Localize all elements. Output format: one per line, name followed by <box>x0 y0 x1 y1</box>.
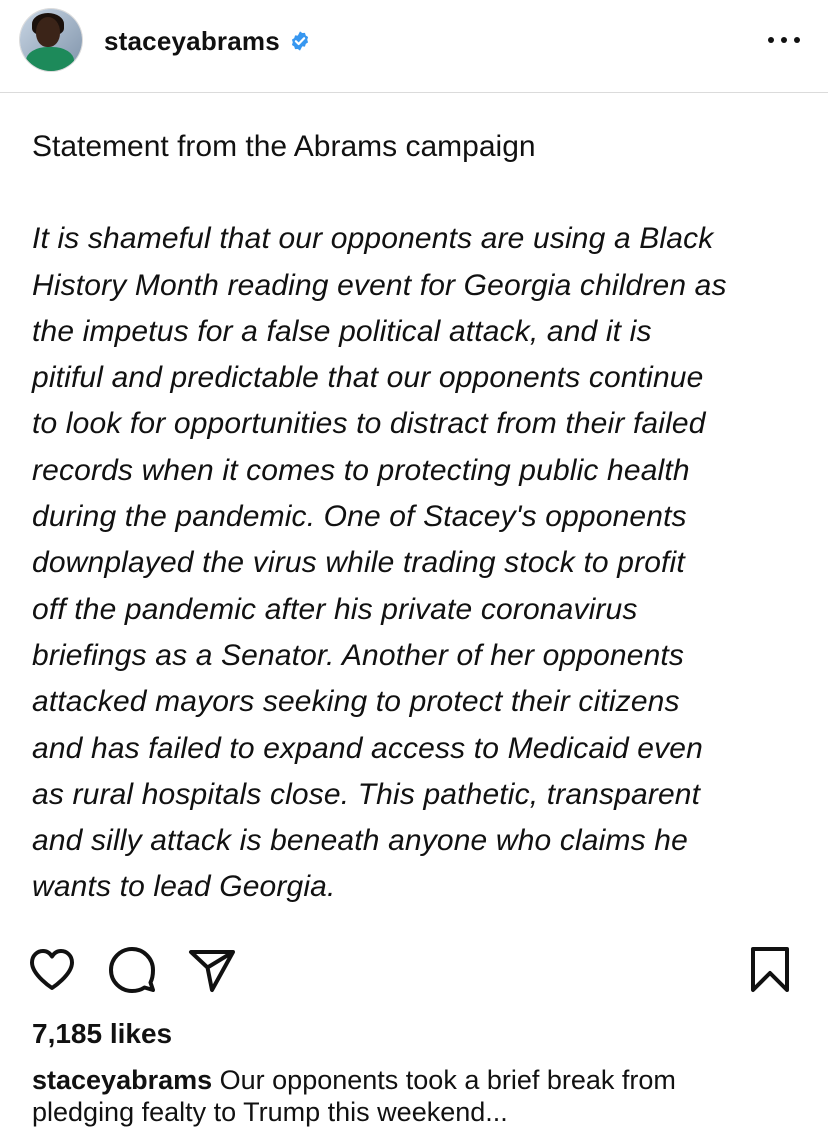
statement-line: records when it comes to protecting public health <box>32 453 690 487</box>
more-options-icon-dot <box>794 37 800 43</box>
statement-line: wants to lead Georgia. <box>32 870 336 904</box>
more-options-button[interactable] <box>768 28 800 52</box>
bookmark-icon[interactable] <box>744 944 796 996</box>
verified-badge-icon <box>289 30 311 52</box>
statement-line: and silly attack is beneath anyone who claims he <box>32 824 688 858</box>
statement-title: Statement from the Abrams campaign <box>32 130 536 163</box>
post-actions-bar <box>0 944 828 996</box>
statement-line: attacked mayors seeking to protect their citizens <box>32 685 680 719</box>
statement-line: and has failed to expand access to Medicaid even <box>32 731 703 765</box>
statement-line: the impetus for a false political attack, and it is <box>32 314 652 348</box>
statement-body <box>32 216 802 910</box>
avatar-shirt <box>26 47 74 71</box>
more-options-icon-dot <box>781 37 787 43</box>
avatar-face <box>36 17 60 47</box>
paper-plane-icon[interactable] <box>186 944 238 996</box>
caption-username[interactable]: staceyabrams <box>32 1065 213 1095</box>
post-caption <box>32 1064 802 1128</box>
heart-icon[interactable] <box>26 944 78 996</box>
post-username-row <box>104 24 311 58</box>
statement-line: to look for opportunities to distract from their failed <box>32 407 706 441</box>
caption-text-line2[interactable]: pledging fealty to Trump this weekend... <box>32 1097 508 1127</box>
statement-line: downplayed the virus while trading stock to profit <box>32 546 685 580</box>
comment-icon[interactable] <box>106 944 158 996</box>
statement-line: pitiful and predictable that our opponents continue <box>32 361 704 395</box>
statement-line: It is shameful that our opponents are using a Black <box>32 222 714 256</box>
statement-line: briefings as a Senator. Another of her opponents <box>32 638 685 672</box>
avatar[interactable] <box>20 9 82 71</box>
post-header <box>0 0 828 93</box>
statement-line: History Month reading event for Georgia children as <box>32 268 727 302</box>
statement-line: as rural hospitals close. This pathetic, transparent <box>32 777 701 811</box>
caption-text-line1: Our opponents took a brief break from <box>219 1065 676 1095</box>
statement-line: off the pandemic after his private coronavirus <box>32 592 638 626</box>
post-image-text <box>32 124 802 911</box>
statement-line: during the pandemic. One of Stacey's opponents <box>32 500 687 534</box>
more-options-icon <box>768 37 774 43</box>
likes-count[interactable]: 7,185 likes <box>32 1018 173 1049</box>
post-username[interactable]: staceyabrams <box>104 26 280 56</box>
